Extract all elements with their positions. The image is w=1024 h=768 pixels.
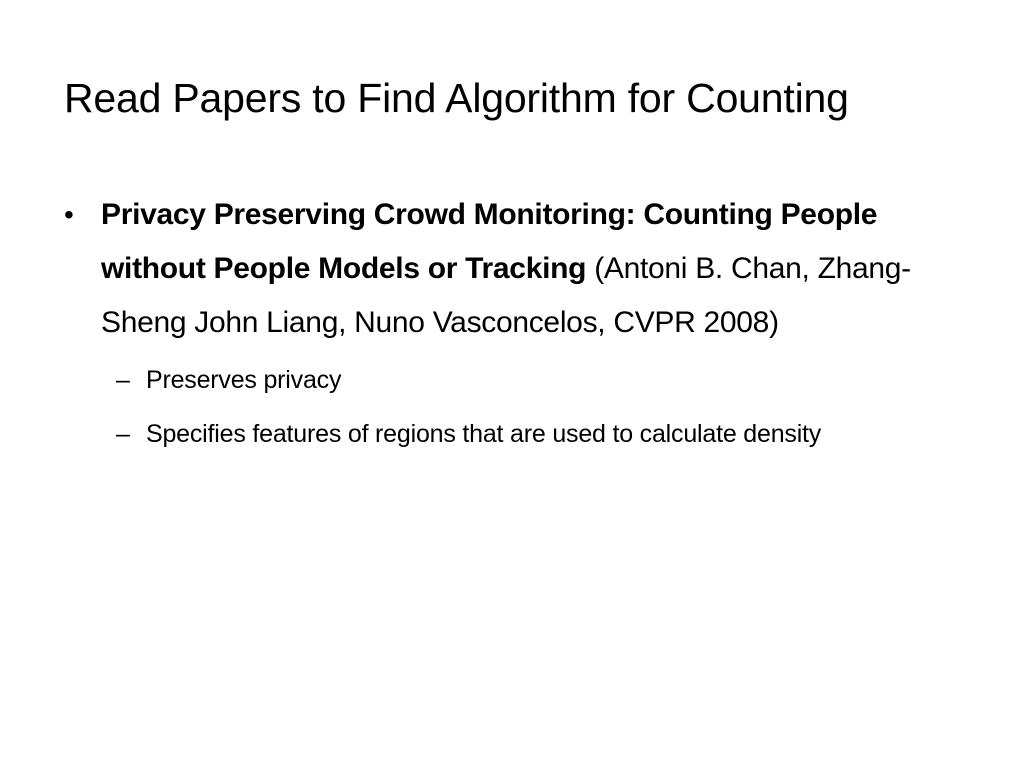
sub-bullet-text: Specifies features of regions that are used to calculate density bbox=[146, 420, 822, 448]
bullet-marker: • bbox=[64, 199, 74, 230]
slide-title: Read Papers to Find Algorithm for Counting bbox=[64, 75, 849, 121]
bullet-item-paper bbox=[60, 188, 940, 350]
dash-marker: – bbox=[116, 366, 130, 394]
sub-bullet-item bbox=[60, 356, 940, 404]
sub-bullet-text: Preserves privacy bbox=[146, 366, 342, 394]
slide-content bbox=[60, 188, 940, 464]
sub-bullet-list bbox=[60, 356, 940, 458]
sub-bullet-item bbox=[60, 410, 940, 458]
dash-marker: – bbox=[116, 420, 130, 448]
paper-title: Privacy Preserving Crowd Monitoring: Counting People without People Models or Tracking bbox=[101, 198, 878, 285]
paper-authors: (Antoni B. Chan, Zhang-Sheng John Liang, Nuno Vasconcelos, CVPR 2008) bbox=[101, 252, 911, 339]
